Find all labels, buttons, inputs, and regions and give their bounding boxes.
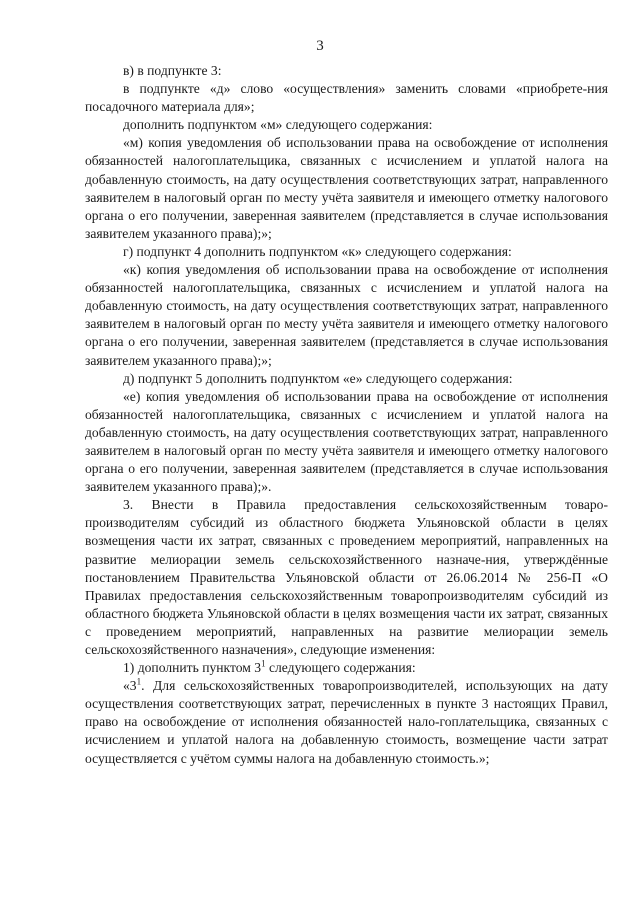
paragraph-g-subpoint-4: г) подпункт 4 дополнить подпунктом «к» следующего содержания: (123, 243, 512, 259)
paragraph-subpoint-m-text: «м) копия уведомления об использовании права на освобождение от исполнения обязанностей налогоплательщика, связанных с исчислением и уплатой налога на добавленную стоимость, на дату осуществления соответствующих затрат, направленного заявителем в налоговый орган по месту учёта заявителя и имеющего отметку налогового органа о его получении, заверенная заявителем (представляется в случае использования заявителем указанного права);»; (85, 135, 608, 241)
paragraph-subpoint-k-text: «к) копия уведомления об использовании права на освобождение от исполнения обязанностей налогоплательщика, связанных с исчислением и уплатой налога на добавленную стоимость, на дату осуществления соответствующих затрат, направленного заявителем в налоговый орган по месту учёта заявителя и имеющего отметку налогового органа о его получении, заверенная заявителем (представляется в случае использования заявителем указанного права);»; (85, 262, 608, 368)
item-1-suffix: следующего содержания: (265, 660, 416, 676)
point-3-1-prefix: «3 (123, 678, 137, 694)
paragraph-subpoint-e-text: «е) копия уведомления об использовании права на освобождение от исполнения обязанностей налогоплательщика, связанных с исчислением и уплатой налога на добавленную стоимость, на дату осуществления соответствующих затрат, направленного заявителем в налоговый орган по месту учёта заявителя и имеющего отметку налогового органа о его получении, заверенная заявителем (представляется в случае использования заявителем указанного права);». (85, 388, 608, 495)
item-1-prefix: 1) дополнить пунктом 3 (123, 660, 262, 676)
page-number: 3 (316, 38, 324, 54)
paragraph-v-subpoint-3: в) в подпункте 3: (123, 63, 222, 78)
paragraph-section-3-amendments: 3. Внести в Правила предоставления сельскохозяйственным товаро-производителям субсидий из областного бюджета Ульяновской области в целях возмещения части их затрат, связанных с проведением мероприятий, направленных на развитие мелиорации земель сельскохозяйственного назначе-ния, утверждённые постановлением Правительства Ульяновской области от 26.06.2014 № 256-П «О Правилах предоставления сельскохозяйственным товаропроизводителям субсидий из областного бюджета Ульяновской области в целях возмещения части их затрат, связанных с проведением мероприятий, направленных на развитие мелиорации земель сельскохозяйственного назначения», следующие изменения: (85, 497, 608, 657)
paragraph-add-subpoint-m: дополнить подпунктом «м» следующего содержания: (123, 117, 433, 133)
document-body (85, 62, 608, 768)
paragraph-d-subpoint-5: д) подпункт 5 дополнить подпунктом «е» следующего содержания: (123, 370, 513, 386)
paragraph-replace-word: в подпункте «д» слово «осуществления» заменить словами «приобрете-ния посадочного материала для»; (85, 81, 608, 115)
paragraph-item-1-add-point (85, 659, 608, 677)
point-3-1-superscript: 1 (136, 676, 142, 687)
item-1-superscript: 1 (261, 658, 266, 669)
point-3-1-suffix: . Для сельскохозяйственных товаропроизводителей, использующих на дату осуществления соответствующих затрат, перечисленных в пункте 3 настоящих Правил, право на освобождение от исполнения обязанностей нало-гоплательщика, связанных с исчислением и уплатой налога на добавленную стоимость, возмещение части затрат осуществляется с учётом суммы налога на добавленную стоимость.»; (85, 678, 608, 766)
paragraph-point-3-1-text (85, 677, 608, 767)
